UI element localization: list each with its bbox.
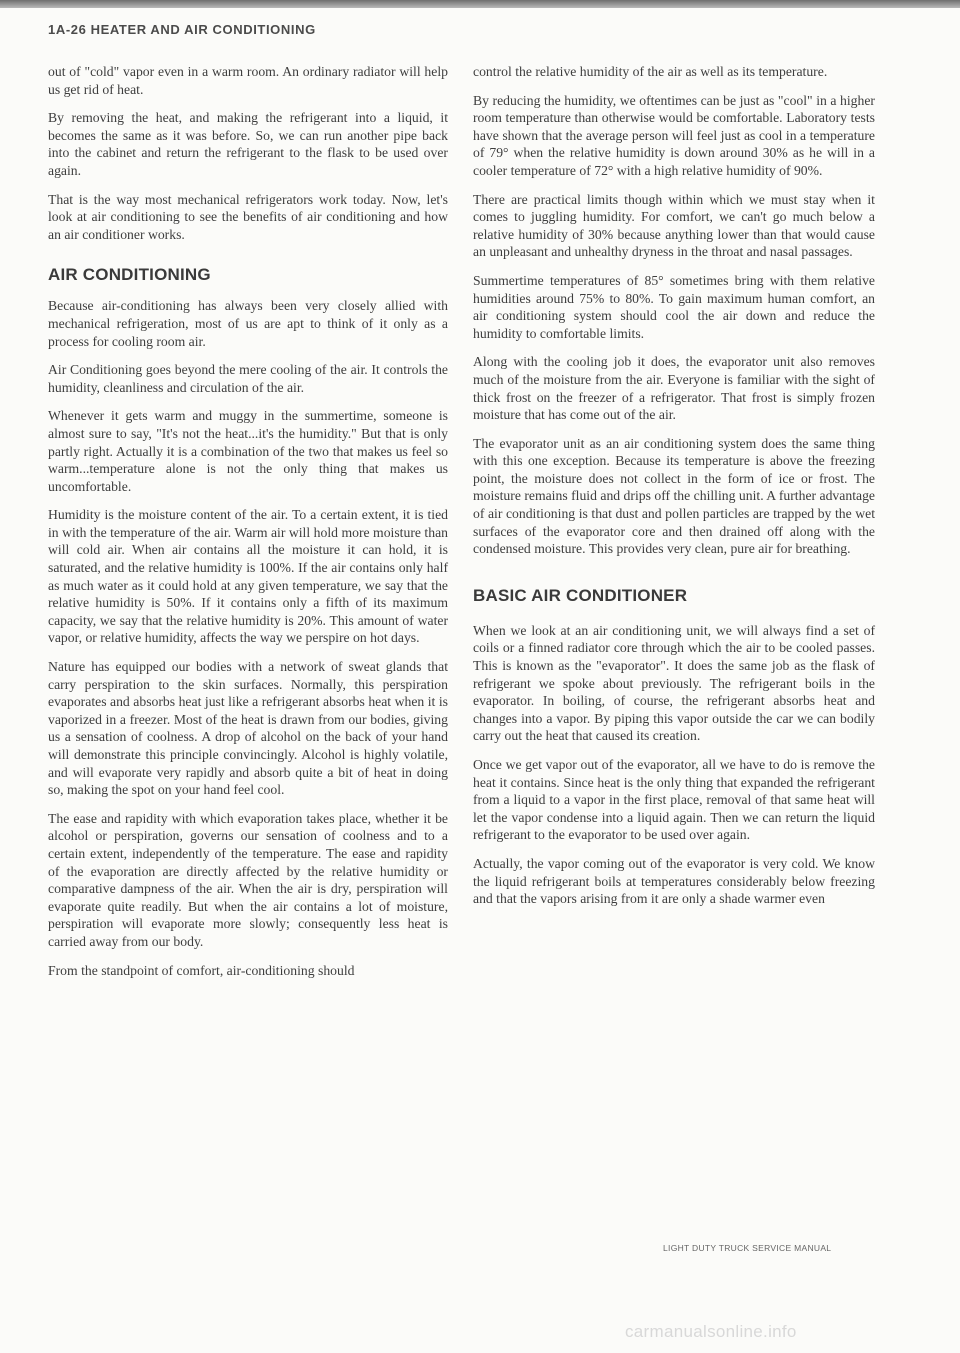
left-paragraph: Because air-conditioning has always been very closely allied with mechanical refrigeration, most of us are apt to think of it only as a process for cooling room air.	[48, 298, 448, 349]
left-paragraph: By removing the heat, and making the refrigerant into a liquid, it becomes the same as it was before. So, we can run another pipe back into the cabinet and return the refrigerant to the flask to be used over again.	[48, 110, 448, 178]
section-heading-air-conditioning: AIR CONDITIONING	[48, 265, 211, 285]
right-paragraph: Once we get vapor out of the evaporator, all we have to do is remove the heat it contains. Since heat is the only thing that expanded the refrigerant from a liquid to a vapor in the first place, removal of that same heat will let the vapor condense into a liquid again. Then we can return the liquid refrigerant to the evaporator to be used over again.	[473, 757, 875, 843]
left-paragraph: Nature has equipped our bodies with a network of sweat glands that carry perspiration to the skin surfaces. Normally, this perspiration evaporates and absorbs heat just like a refrigerant absorbs heat when it is vaporized in a freezer. Most of the heat is drawn from our bodies, giving us a sensation of coolness. A drop of alcohol on the back of your hand will demonstrate this principle convincingly. Alcohol is highly volatile, and will evaporate very rapidly and absorb quite a bit of heat in doing so, making the spot on your hand feel cool.	[48, 659, 448, 798]
top-rule	[0, 0, 960, 8]
right-paragraph: Along with the cooling job it does, the evaporator unit also removes much of the moisture from the air. Everyone is familiar with the sight of thick frost on the freezer of a refrigerator. That frost is simply frozen moisture that has come out of the air.	[473, 354, 875, 423]
page-header: 1A-26 HEATER AND AIR CONDITIONING	[48, 22, 316, 37]
left-paragraph: Whenever it gets warm and muggy in the summertime, someone is almost sure to say, "It's not the heat...it's the humidity." But that is only partly right. Actually it is a combination of the two that makes us feel so warm...temperature alone is not the only thing that makes us uncomfortable.	[48, 408, 448, 494]
right-paragraph: control the relative humidity of the air as well as its temperature.	[473, 64, 828, 79]
left-paragraph: That is the way most mechanical refrigerators work today. Now, let's look at air conditioning to see the benefits of air conditioning and how an air conditioner works.	[48, 191, 448, 242]
right-paragraph: When we look at an air conditioning unit, we will always find a set of coils or a finned radiator core through which the air to be cooled passes. This is known as the "evaporator". It does the same job as the flask of refrigerant we spoke about previously. The refrigerant boils in the evaporator. In boiling, of course, the refrigerant absorbs heat and changes into a vapor. By piping this vapor outside the car we can bodily carry out the heat that caused its creation.	[473, 622, 875, 744]
left-paragraph: Humidity is the moisture content of the air. To a certain extent, it is tied in with the temperature of the air. Warm air will hold more moisture than will cold air. When air contains all the moisture it can hold, it is saturated, and the relative humidity is 100%. If the air contains only half as much water as it could hold at any given temperature, we say that the relative humidity is 50%. If it contains only a fifth of its maximum capacity, we say that the relative humidity is 20%. This amount of water vapor, or relative humidity, affects the way we perspire on hot days.	[48, 507, 448, 646]
left-paragraph: The ease and rapidity with which evaporation takes place, whether it be alcohol or perspiration, governs our sensation of coolness and to a certain extent, independently of the temperature. The ease and rapidity of the evaporation are directly affected by the relative humidity or comparative dampness of the air. When the air is dry, perspiration will evaporate quite readily. But when the air contains a lot of moisture, perspiration will evaporate more slowly; consequently less heat is carried away from our body.	[48, 810, 448, 949]
right-paragraph: By reducing the humidity, we oftentimes can be just as "cool" in a higher room temperature than otherwise would be comfortable. Laboratory tests have shown that the average person will feel just as cool in a temperature of 79° when the relative humidity is down around 30% as he will in a cooler temperature of 72° with a high relative humidity of 90%.	[473, 92, 875, 178]
left-column	[48, 63, 448, 990]
right-paragraph: The evaporator unit as an air conditioning system does the same thing with this one exception. Because its temperature is above the freezing point, the moisture does not collect in the form of ice or frost. The moisture remains fluid and drips off the chilling unit. A further advantage of air conditioning is that dust and pollen particles are trapped by the wet surfaces of the evaporator core and then drained off along with the condensed moisture. This provides very clean, pure air for breathing.	[473, 435, 875, 557]
left-paragraph: Air Conditioning goes beyond the mere cooling of the air. It controls the humidity, cleanliness and circulation of the air.	[48, 362, 448, 395]
right-paragraph: Summertime temperatures of 85° sometimes bring with them relative humidities around 75% to 80%. To gain maximum human comfort, an air conditioning system should cool the air down and reduce the humidity to comfortable limits.	[473, 272, 875, 341]
right-paragraph: There are practical limits though within which we must stay when it comes to juggling humidity. For comfort, we can't go much below a relative humidity of 30% because anything lower than that would cause an unpleasant and unhealthy dryness in the throat and nasal passages.	[473, 191, 875, 260]
footer-manual-title: LIGHT DUTY TRUCK SERVICE MANUAL	[663, 1243, 832, 1253]
right-column	[473, 63, 875, 919]
left-paragraph: out of "cold" vapor even in a warm room. An ordinary radiator will help us get rid of heat.	[48, 64, 448, 97]
right-paragraph: Actually, the vapor coming out of the evaporator is very cold. We know the liquid refrigerant boils at temperatures considerably below freezing and that the vapors arising from it are only a shade warmer even	[473, 855, 875, 907]
watermark: carmanualsonline.info	[625, 1322, 797, 1341]
section-heading-basic-air-conditioner: BASIC AIR CONDITIONER	[473, 585, 688, 605]
left-paragraph: From the standpoint of comfort, air-conditioning should	[48, 962, 355, 978]
